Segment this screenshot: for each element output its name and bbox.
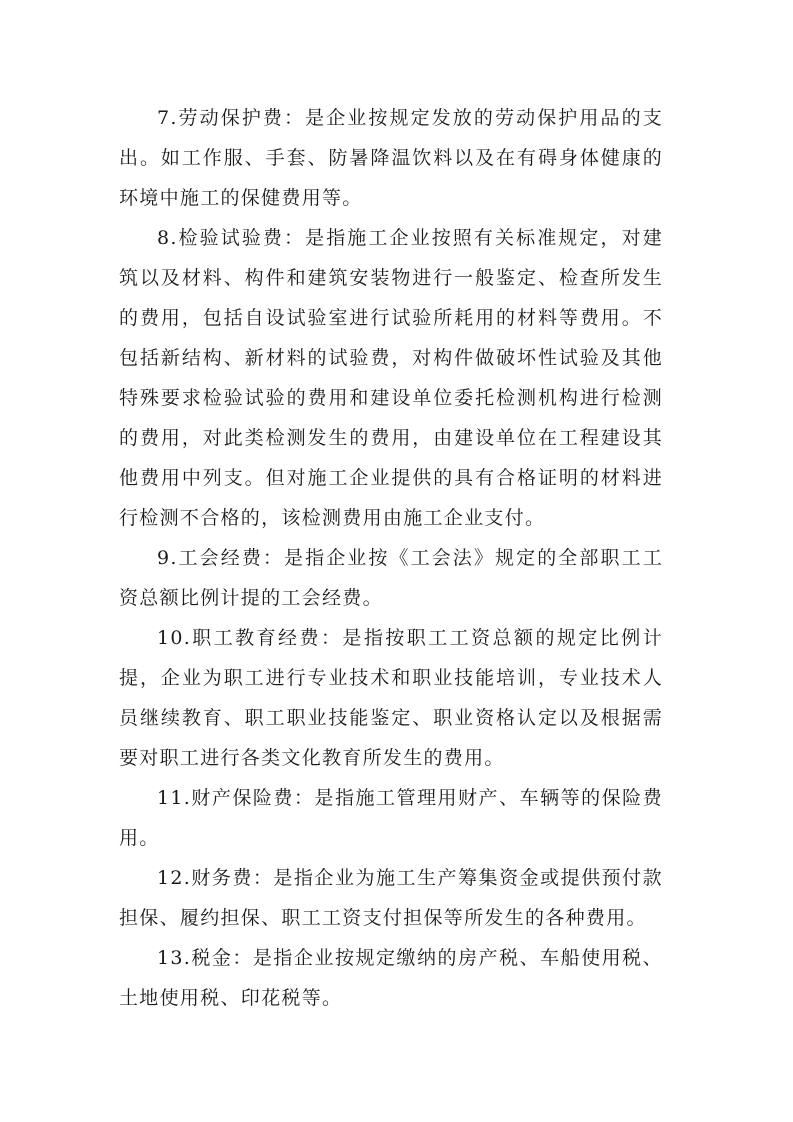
paragraph-property-insurance-fee: 11.财产保险费：是指施工管理用财产、车辆等的保险费用。 [119, 787, 663, 849]
paragraph-tax: 13.税金：是指企业按规定缴纳的房产税、车船使用税、土地使用税、印花税等。 [119, 947, 663, 1009]
document-body [119, 98, 663, 1018]
paragraph-finance-fee: 12.财务费：是指企业为施工生产筹集资金或提供预付款担保、履约担保、职工工资支付担保等所发生的各种费用。 [119, 867, 663, 929]
paragraph-labor-protection-fee: 7.劳动保护费：是企业按规定发放的劳动保护用品的支出。如工作服、手套、防暑降温饮料以及在有碍身体健康的环境中施工的保健费用等。 [119, 107, 663, 209]
paragraph-staff-education-fee: 10.职工教育经费：是指按职工工资总额的规定比例计提，企业为职工进行专业技术和职业技能培训，专业技术人员继续教育、职工职业技能鉴定、职业资格认定以及根据需要对职工进行各类文化教育所发生的费用。 [119, 627, 663, 769]
paragraph-union-fee: 9.工会经费：是指企业按《工会法》规定的全部职工工资总额比例计提的工会经费。 [119, 547, 663, 609]
paragraph-inspection-test-fee: 8.检验试验费：是指施工企业按照有关标准规定，对建筑以及材料、构件和建筑安装物进行一般鉴定、检查所发生的费用，包括自设试验室进行试验所耗用的材料等费用。不包括新结构、新材料的试验费，对构件做破坏性试验及其他特殊要求检验试验的费用和建设单位委托检测机构进行检测的费用，对此类检测发生的费用，由建设单位在工程建设其他费用中列支。但对施工企业提供的具有合格证明的材料进行检测不合格的，该检测费用由施工企业支付。 [119, 227, 663, 529]
